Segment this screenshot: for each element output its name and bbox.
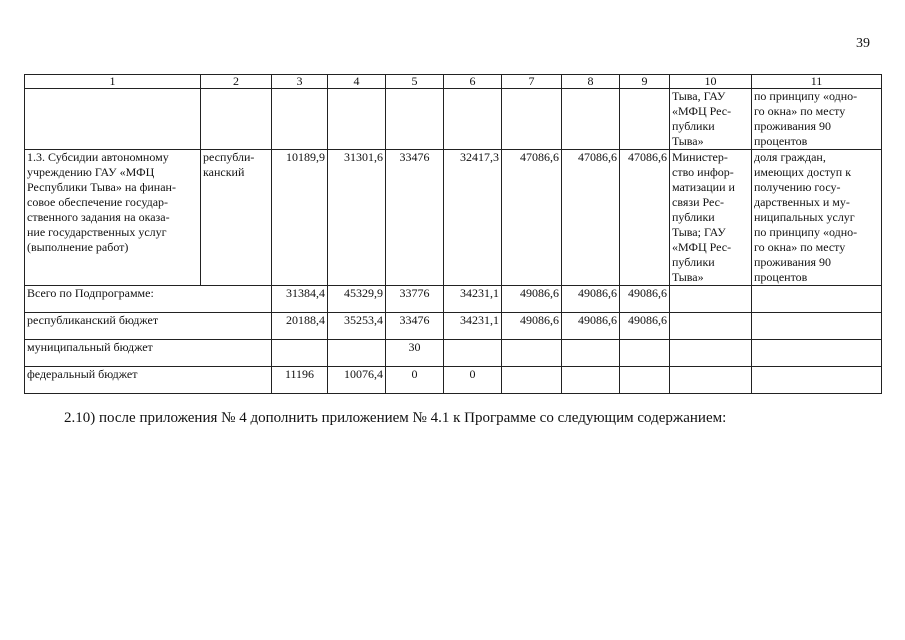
- summary-label: федеральный бюджет: [25, 367, 272, 394]
- value-cell: 34231,1: [444, 313, 502, 340]
- value-cell: [620, 340, 670, 367]
- value-cell: 0: [386, 367, 444, 394]
- value-cell: 33476: [386, 150, 444, 286]
- continuation-row: [25, 89, 882, 150]
- value-cell: 33476: [386, 313, 444, 340]
- value-cell: 11196: [272, 367, 328, 394]
- col-header-5: 5: [386, 75, 444, 89]
- value-cell: 47086,6: [620, 150, 670, 286]
- continuation-executor-cell: Тыва, ГАУ «МФЦ Рес- публики Тыва»: [670, 89, 752, 150]
- col-header-11: 11: [752, 75, 882, 89]
- value-cell: 31384,4: [272, 286, 328, 313]
- value-cell: 31301,6: [328, 150, 386, 286]
- value-cell: 47086,6: [502, 150, 562, 286]
- value-cell: 20188,4: [272, 313, 328, 340]
- col-header-10: 10: [670, 75, 752, 89]
- continuation-result-cell: по принципу «одно- го окна» по месту проживания 90 процентов: [752, 89, 882, 150]
- value-cell: 45329,9: [328, 286, 386, 313]
- value-cell: [502, 340, 562, 367]
- value-cell: 49086,6: [620, 286, 670, 313]
- value-cell: 49086,6: [562, 313, 620, 340]
- value-cell: 34231,1: [444, 286, 502, 313]
- summary-row-republican: [25, 313, 882, 340]
- executor-cell: Министер- ство инфор- матизации и связи Рес- публики Тыва; ГАУ «МФЦ Рес- публики Тыва»: [670, 150, 752, 286]
- page-number: 39: [856, 36, 870, 51]
- col-header-2: 2: [201, 75, 272, 89]
- value-cell: 10189,9: [272, 150, 328, 286]
- summary-label: республиканский бюджет: [25, 313, 272, 340]
- col-header-6: 6: [444, 75, 502, 89]
- value-cell: 0: [444, 367, 502, 394]
- value-cell: 32417,3: [444, 150, 502, 286]
- value-cell: [272, 340, 328, 367]
- value-cell: 10076,4: [328, 367, 386, 394]
- col-header-3: 3: [272, 75, 328, 89]
- value-cell: [502, 367, 562, 394]
- value-cell: [562, 340, 620, 367]
- value-cell: 47086,6: [562, 150, 620, 286]
- value-cell: 49086,6: [502, 286, 562, 313]
- value-cell: [620, 367, 670, 394]
- result-cell: доля граждан, имеющих доступ к получению госу- дарственных и му- ниципальных услуг по принципу «одно- го окна» по месту проживания 90 процентов: [752, 150, 882, 286]
- value-cell: [444, 340, 502, 367]
- summary-label: муниципальный бюджет: [25, 340, 272, 367]
- value-cell: 49086,6: [620, 313, 670, 340]
- col-header-9: 9: [620, 75, 670, 89]
- header-row: [25, 75, 882, 89]
- summary-row-total: [25, 286, 882, 313]
- col-header-1: 1: [25, 75, 201, 89]
- col-header-4: 4: [328, 75, 386, 89]
- value-cell: 30: [386, 340, 444, 367]
- summary-row-municipal: [25, 340, 882, 367]
- value-cell: [328, 340, 386, 367]
- amendment-note: 2.10) после приложения № 4 дополнить приложением № 4.1 к Программе со следующим содержанием:: [64, 410, 727, 426]
- value-cell: [562, 367, 620, 394]
- summary-row-federal: [25, 367, 882, 394]
- subsidy-name-cell: 1.3. Субсидии автономному учреждению ГАУ «МФЦ Республики Тыва» на финан- совое обеспечение государ- ственного задания на оказа- ние государственных услуг (выполнение работ): [25, 150, 201, 286]
- subsidy-row: [25, 150, 882, 286]
- value-cell: 35253,4: [328, 313, 386, 340]
- col-header-7: 7: [502, 75, 562, 89]
- subsidy-source-cell: республи- канский: [201, 150, 272, 286]
- value-cell: 49086,6: [502, 313, 562, 340]
- summary-label: Всего по Подпрограмме:: [25, 286, 272, 313]
- budget-table: [24, 74, 882, 394]
- value-cell: 49086,6: [562, 286, 620, 313]
- value-cell: 33776: [386, 286, 444, 313]
- col-header-8: 8: [562, 75, 620, 89]
